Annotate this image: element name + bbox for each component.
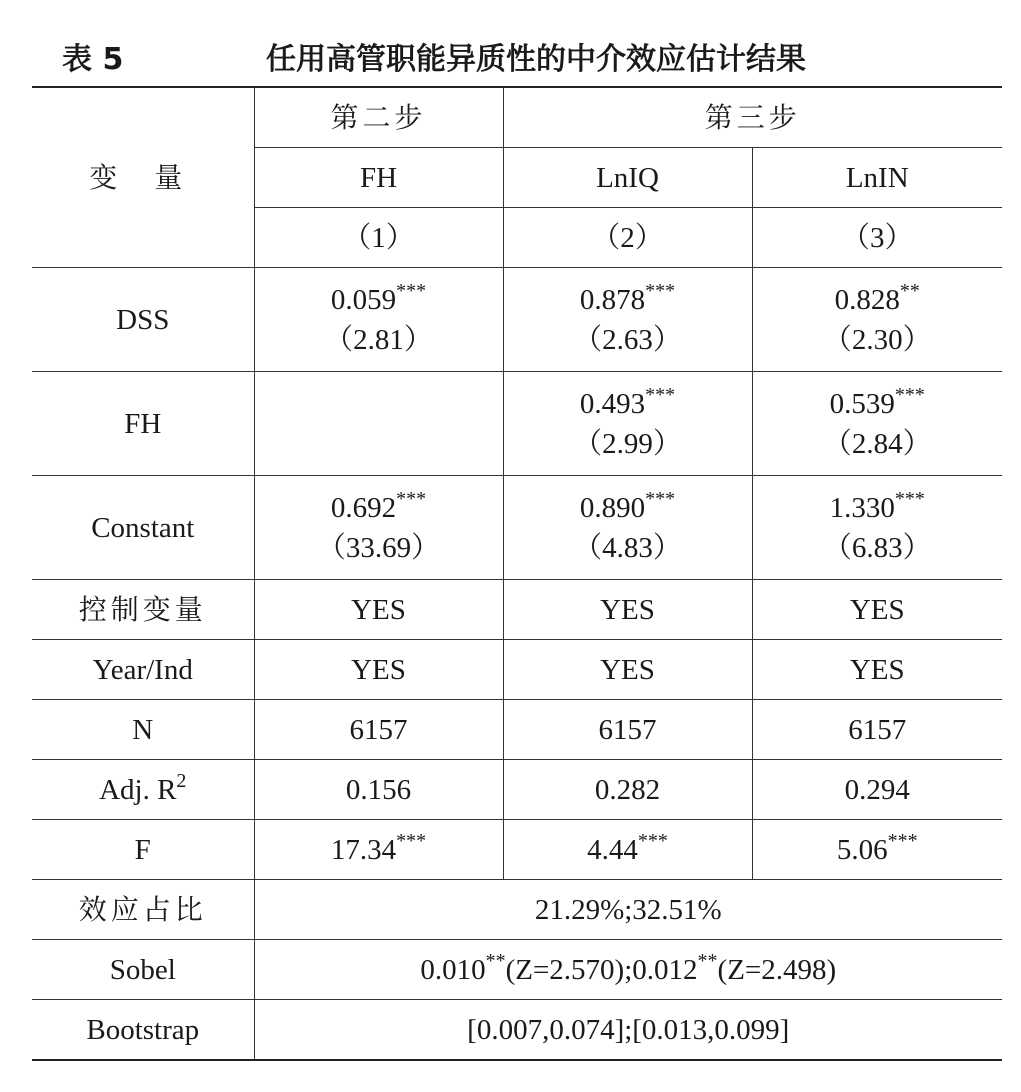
- cell-effect-share: 21.29%;32.51%: [254, 880, 1002, 940]
- t-stat: （2.99）: [573, 427, 682, 460]
- cell-f-2: [503, 820, 752, 880]
- cell-fh-1: [254, 372, 503, 476]
- row-label-n: N: [32, 700, 254, 760]
- table-row-f: [32, 820, 1002, 880]
- table-row-bootstrap: [32, 1000, 1002, 1061]
- f-value: 17.34: [330, 833, 397, 866]
- col-number-2: （2）: [503, 208, 752, 268]
- stars: ***: [645, 279, 676, 302]
- table-caption: [62, 28, 992, 78]
- sobel-value-1: 0.010: [420, 953, 486, 986]
- table-row-controls: [32, 580, 1002, 640]
- cell-year-ind-2: YES: [503, 640, 752, 700]
- cell-n-2: 6157: [503, 700, 752, 760]
- coef: 0.828: [834, 283, 900, 316]
- col-header-lnin: LnIN: [752, 148, 1002, 208]
- coef: 0.539: [829, 387, 895, 420]
- stars: ***: [396, 487, 427, 510]
- stars: **: [899, 279, 920, 302]
- cell-constant-3: [752, 476, 1002, 580]
- row-label-fh: FH: [32, 372, 254, 476]
- cell-fh-3: [752, 372, 1002, 476]
- table-title: 任用高管职能异质性的中介效应估计结果: [266, 42, 806, 77]
- adj-r2-text: Adj. R: [99, 773, 177, 806]
- header-row-steps: [32, 87, 1002, 148]
- t-stat: （2.30）: [822, 323, 932, 356]
- cell-constant-1: [254, 476, 503, 580]
- row-label-dss: DSS: [32, 268, 254, 372]
- table-row-adj-r2: [32, 760, 1002, 820]
- row-label-constant: Constant: [32, 476, 254, 580]
- results-table: [32, 86, 1002, 1061]
- t-stat: （33.69）: [316, 531, 441, 564]
- coef: 0.493: [579, 387, 646, 420]
- cell-year-ind-3: YES: [752, 640, 1002, 700]
- table-row-constant: [32, 476, 1002, 580]
- stars: ***: [396, 279, 427, 302]
- step3-header: 第三步: [503, 87, 1002, 148]
- cell-adj-r2-2: 0.282: [503, 760, 752, 820]
- coef: 0.059: [330, 283, 397, 316]
- adj-r2-superscript: 2: [176, 769, 187, 792]
- row-label-adj-r2: [32, 760, 254, 820]
- cell-dss-3: [752, 268, 1002, 372]
- col-number-1: （1）: [254, 208, 503, 268]
- row-label-effect-share: 效应占比: [32, 880, 254, 940]
- col-header-fh: FH: [254, 148, 503, 208]
- sobel-value-2: 0.012: [632, 953, 698, 986]
- cell-controls-1: YES: [254, 580, 503, 640]
- row-label-year-ind: Year/Ind: [32, 640, 254, 700]
- stars: ***: [887, 829, 918, 852]
- table-row-year-ind: [32, 640, 1002, 700]
- f-value: 5.06: [836, 833, 888, 866]
- cell-adj-r2-1: 0.156: [254, 760, 503, 820]
- row-label-controls: 控制变量: [32, 580, 254, 640]
- cell-f-3: [752, 820, 1002, 880]
- cell-adj-r2-3: 0.294: [752, 760, 1002, 820]
- stars: ***: [894, 383, 925, 406]
- stars: **: [697, 949, 718, 972]
- stars: ***: [396, 829, 427, 852]
- cell-controls-3: YES: [752, 580, 1002, 640]
- cell-dss-1: [254, 268, 503, 372]
- table-row-fh: [32, 372, 1002, 476]
- t-stat: （4.83）: [573, 531, 682, 564]
- cell-bootstrap: [0.007,0.074];[0.013,0.099]: [254, 1000, 1002, 1061]
- cell-fh-2: [503, 372, 752, 476]
- stars: ***: [645, 383, 676, 406]
- coef: 0.692: [330, 491, 397, 524]
- table-row-effect-share: [32, 880, 1002, 940]
- t-stat: （2.84）: [822, 427, 932, 460]
- cell-n-1: 6157: [254, 700, 503, 760]
- sobel-z-2: (Z=2.498): [717, 953, 837, 986]
- t-stat: （2.63）: [573, 323, 682, 356]
- table-row-dss: [32, 268, 1002, 372]
- stars: **: [485, 949, 506, 972]
- cell-constant-2: [503, 476, 752, 580]
- t-stat: （2.81）: [324, 323, 433, 356]
- coef: 0.890: [579, 491, 646, 524]
- cell-n-3: 6157: [752, 700, 1002, 760]
- coef: 1.330: [829, 491, 895, 524]
- stars: ***: [645, 487, 676, 510]
- t-stat: （6.83）: [822, 531, 932, 564]
- cell-year-ind-1: YES: [254, 640, 503, 700]
- stars: ***: [637, 829, 668, 852]
- cell-dss-2: [503, 268, 752, 372]
- row-label-f: F: [32, 820, 254, 880]
- coef: 0.878: [579, 283, 646, 316]
- stars: ***: [894, 487, 925, 510]
- f-value: 4.44: [587, 833, 638, 866]
- col-number-3: （3）: [752, 208, 1002, 268]
- table-row-sobel: [32, 940, 1002, 1000]
- variable-header: 变 量: [32, 87, 254, 268]
- table-number: 表 5: [62, 42, 124, 77]
- row-label-sobel: Sobel: [32, 940, 254, 1000]
- cell-controls-2: YES: [503, 580, 752, 640]
- row-label-bootstrap: Bootstrap: [32, 1000, 254, 1061]
- cell-f-1: [254, 820, 503, 880]
- table-row-n: [32, 700, 1002, 760]
- step2-header: 第二步: [254, 87, 503, 148]
- sobel-z-1: (Z=2.570);: [505, 953, 633, 986]
- cell-sobel: [254, 940, 1002, 1000]
- col-header-lniq: LnIQ: [503, 148, 752, 208]
